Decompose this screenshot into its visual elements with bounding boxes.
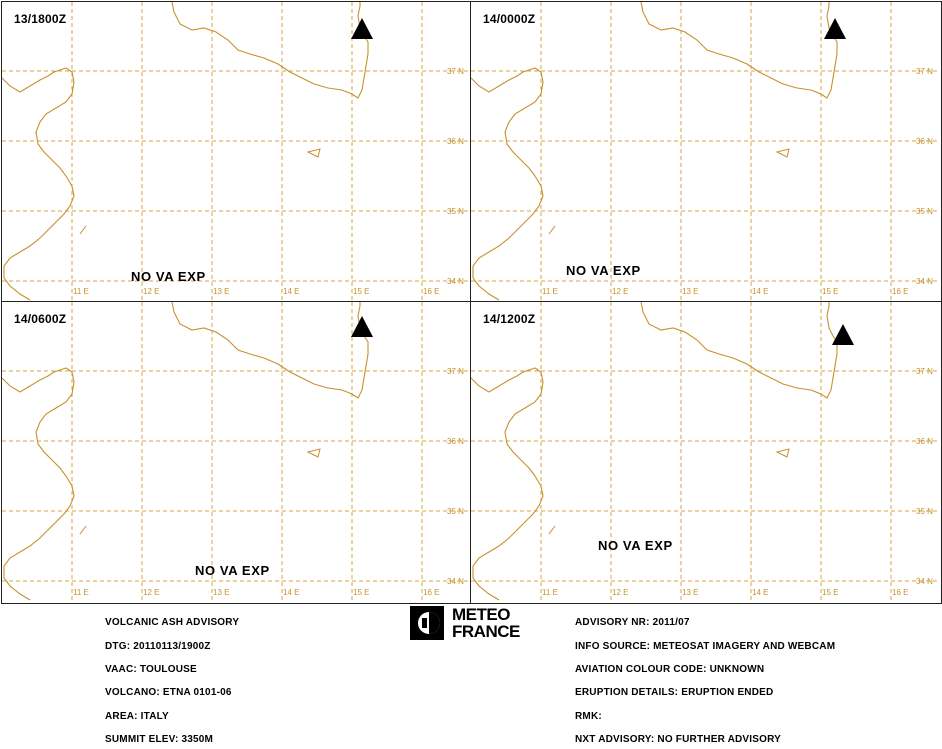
- longitude-label: 13 E: [213, 588, 230, 597]
- longitude-label: 16 E: [423, 287, 440, 296]
- longitude-label: 11 E: [542, 588, 558, 597]
- longitude-label: 15 E: [353, 287, 370, 296]
- advisory-number: ADVISORY NR: 2011/07: [575, 617, 690, 628]
- advisory-volcano: VOLCANO: ETNA 0101-06: [105, 687, 232, 698]
- longitude-label: 15 E: [353, 588, 370, 597]
- advisory-summit-elev: SUMMIT ELEV: 3350M: [105, 734, 214, 745]
- panel-time-label: 13/1800Z: [14, 12, 67, 26]
- longitude-label: 11 E: [542, 287, 558, 296]
- longitude-label: 11 E: [73, 588, 89, 597]
- latitude-label: 37 N: [916, 67, 933, 76]
- longitude-label: 16 E: [423, 588, 440, 597]
- latitude-label: 34 N: [447, 277, 464, 286]
- latitude-label: 37 N: [447, 67, 464, 76]
- longitude-label: 11 E: [73, 287, 89, 296]
- panel-time-label: 14/0000Z: [483, 12, 536, 26]
- meteo-france-logo: [410, 606, 540, 642]
- advisory-vaac: VAAC: TOULOUSE: [105, 664, 197, 675]
- latitude-label: 34 N: [447, 577, 464, 586]
- longitude-label: 14 E: [283, 588, 300, 597]
- longitude-label: 12 E: [143, 287, 160, 296]
- no-ash-expected-label: NO VA EXP: [131, 269, 206, 284]
- latitude-label: 36 N: [916, 137, 933, 146]
- longitude-label: 13 E: [682, 588, 699, 597]
- latitude-label: 36 N: [447, 137, 464, 146]
- no-ash-expected-label: NO VA EXP: [566, 263, 641, 278]
- longitude-label: 15 E: [822, 588, 839, 597]
- latitude-label: 37 N: [916, 367, 933, 376]
- advisory-colour-code: AVIATION COLOUR CODE: UNKNOWN: [575, 664, 765, 675]
- latitude-label: 34 N: [916, 577, 933, 586]
- longitude-label: 13 E: [213, 287, 230, 296]
- advisory-info-source: INFO SOURCE: METEOSAT IMAGERY AND WEBCAM: [575, 641, 836, 652]
- panel-divider-horizontal: [1, 301, 941, 302]
- longitude-label: 16 E: [892, 588, 909, 597]
- latitude-label: 34 N: [916, 277, 933, 286]
- latitude-label: 35 N: [447, 507, 464, 516]
- latitude-label: 35 N: [447, 207, 464, 216]
- longitude-label: 12 E: [143, 588, 160, 597]
- logo-text: METEO FRANCE: [452, 605, 520, 641]
- map-frame: [1, 1, 942, 604]
- meteo-france-emblem-icon: [410, 606, 446, 642]
- no-ash-expected-label: NO VA EXP: [195, 563, 270, 578]
- panel-time-label: 14/0600Z: [14, 312, 67, 326]
- no-ash-expected-label: NO VA EXP: [598, 538, 673, 553]
- longitude-label: 14 E: [283, 287, 300, 296]
- longitude-label: 12 E: [612, 588, 629, 597]
- advisory-area: AREA: ITALY: [105, 711, 169, 722]
- advisory-eruption-details: ERUPTION DETAILS: ERUPTION ENDED: [575, 687, 774, 698]
- longitude-label: 14 E: [752, 588, 769, 597]
- advisory-dtg: DTG: 20110113/1900Z: [105, 641, 211, 652]
- latitude-label: 35 N: [916, 507, 933, 516]
- longitude-label: 13 E: [682, 287, 699, 296]
- latitude-label: 36 N: [916, 437, 933, 446]
- panel-time-label: 14/1200Z: [483, 312, 536, 326]
- longitude-label: 15 E: [822, 287, 839, 296]
- latitude-label: 36 N: [447, 437, 464, 446]
- advisory-next: NXT ADVISORY: NO FURTHER ADVISORY: [575, 734, 782, 745]
- longitude-label: 16 E: [892, 287, 909, 296]
- longitude-label: 12 E: [612, 287, 629, 296]
- longitude-label: 14 E: [752, 287, 769, 296]
- latitude-label: 35 N: [916, 207, 933, 216]
- advisory-remarks: RMK:: [575, 711, 602, 722]
- latitude-label: 37 N: [447, 367, 464, 376]
- advisory-title: VOLCANIC ASH ADVISORY: [105, 617, 240, 628]
- panel-divider-vertical: [470, 1, 471, 603]
